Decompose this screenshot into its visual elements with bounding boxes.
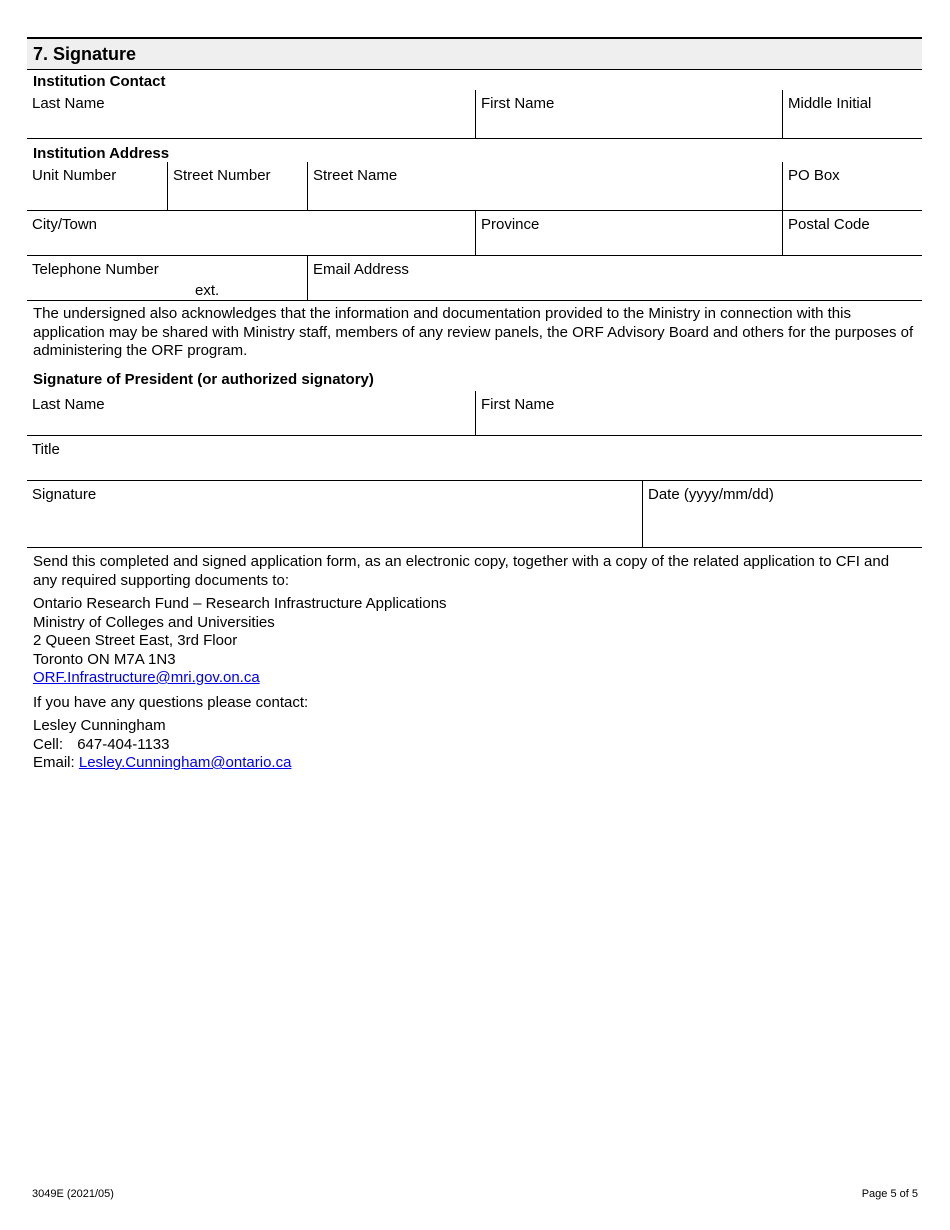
contact-last-name-label: Last Name <box>32 95 105 112</box>
city-town-field[interactable] <box>27 211 475 255</box>
contact-person-block <box>27 712 922 773</box>
contact-first-name-field[interactable] <box>475 90 782 138</box>
signature-label: Signature <box>32 486 97 503</box>
contact-first-name-label: First Name <box>481 95 555 112</box>
cell-label: Cell: <box>33 735 64 753</box>
mailing-address-line-2: Ministry of Colleges and Universities <box>33 613 275 631</box>
form-page <box>27 37 922 773</box>
form-number: 3049E (2021/05) <box>32 1188 114 1200</box>
po-box-label: PO Box <box>788 167 840 184</box>
telephone-label: Telephone Number <box>32 261 159 278</box>
signature-date-label: Date (yyyy/mm/dd) <box>648 486 774 503</box>
contact-person-email <box>33 754 916 773</box>
street-name-label: Street Name <box>313 167 398 184</box>
signatory-title-field[interactable] <box>27 436 922 480</box>
email-label: Email: <box>33 754 75 771</box>
mailing-address-block <box>27 590 922 688</box>
signature-field[interactable] <box>27 481 642 547</box>
email-address-label: Email Address <box>313 261 409 278</box>
street-number-field[interactable] <box>167 162 307 210</box>
cell-value: 647-404-1133 <box>77 735 170 753</box>
mailing-address-line-3: 2 Queen Street East, 3rd Floor <box>33 632 238 649</box>
institution-contact-row <box>27 90 922 139</box>
province-field[interactable] <box>475 211 782 255</box>
mailing-address-line-1: Ontario Research Fund – Research Infrastructure Applications <box>33 595 447 612</box>
page-number: Page 5 of 5 <box>861 1188 918 1200</box>
telephone-ext-label: ext. <box>195 282 220 299</box>
address-row-1 <box>27 162 922 211</box>
signature-row <box>27 481 922 548</box>
address-row-3 <box>27 256 922 301</box>
contact-person-cell <box>33 736 916 755</box>
signatory-last-name-label: Last Name <box>32 396 105 413</box>
acknowledgement-text: The undersigned also acknowledges that the information and documentation provided to the Ministry in connection with this application may be shared with Ministry staff, members of any review panels, the ORF Advisory Board and others for the purposes of administering the ORF program. <box>33 305 914 359</box>
contact-middle-initial-label: Middle Initial <box>788 95 872 112</box>
unit-number-label: Unit Number <box>32 167 117 184</box>
mailing-address-line-4: Toronto ON M7A 1N3 <box>33 650 176 668</box>
questions-intro-text: If you have any questions please contact: <box>33 693 309 711</box>
orf-infrastructure-email-link[interactable]: ORF.Infrastructure@mri.gov.on.ca <box>33 669 260 686</box>
contact-person-name: Lesley Cunningham <box>33 717 166 734</box>
institution-address-heading: Institution Address <box>33 145 170 162</box>
address-row-2 <box>27 211 922 256</box>
city-town-label: City/Town <box>32 216 98 233</box>
questions-intro <box>27 688 922 713</box>
contact-email-link[interactable]: Lesley.Cunningham@ontario.ca <box>78 754 292 771</box>
street-number-label: Street Number <box>173 167 271 184</box>
signatory-last-name-field[interactable] <box>27 391 475 435</box>
signatory-title-label: Title <box>32 441 60 458</box>
contact-last-name-field[interactable] <box>27 90 475 138</box>
signatory-heading: Signature of President (or authorized signatory) <box>33 371 374 388</box>
section-title: 7. Signature <box>27 37 922 70</box>
institution-contact-heading: Institution Contact <box>33 73 166 90</box>
signatory-name-row <box>27 391 922 436</box>
street-name-field[interactable] <box>307 162 782 210</box>
unit-number-field[interactable] <box>27 162 167 210</box>
telephone-field[interactable] <box>27 256 307 300</box>
province-label: Province <box>481 216 540 233</box>
signatory-title-row <box>27 436 922 481</box>
email-address-field[interactable] <box>307 256 922 300</box>
postal-code-label: Postal Code <box>788 216 870 233</box>
send-instructions-text: Send this completed and signed application form, as an electronic copy, together with a copy of the related application to CFI and any required supporting documents to: <box>33 553 890 589</box>
signatory-first-name-field[interactable] <box>475 391 922 435</box>
postal-code-field[interactable] <box>782 211 922 255</box>
signatory-first-name-label: First Name <box>481 396 555 413</box>
signature-date-field[interactable] <box>642 481 922 547</box>
po-box-field[interactable] <box>782 162 922 210</box>
contact-middle-initial-field[interactable] <box>782 90 922 138</box>
